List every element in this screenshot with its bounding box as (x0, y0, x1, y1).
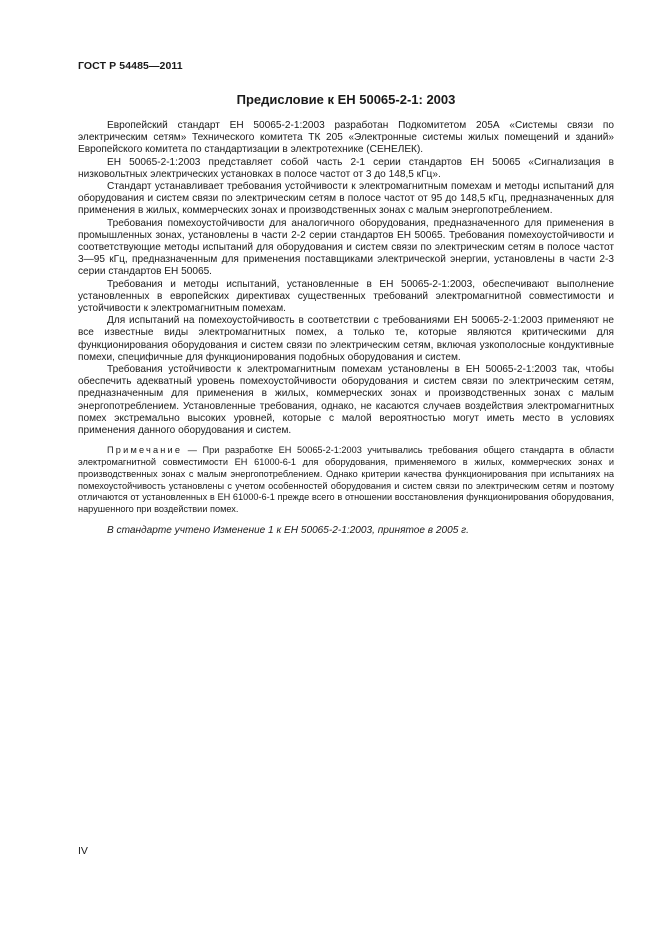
amendment-statement: В стандарте учтено Изменение 1 к ЕН 50065-2-1:2003, принятое в 2005 г. (107, 525, 469, 537)
preface-title: Предисловие к ЕН 50065-2-1: 2003 (236, 92, 456, 107)
standard-designation: ГОСТ Р 54485—2011 (78, 60, 183, 72)
paragraph: ЕН 50065-2-1:2003 представляет собой часть 2-1 серии стандартов ЕН 50065 «Сигнализация в низковольтных электрических установках в полосе частот от 3 до 148,5 кГц». (78, 156, 614, 180)
note-dash: — (187, 445, 197, 456)
paragraph: Европейский стандарт ЕН 50065-2-1:2003 разработан Подкомитетом 205А «Системы связи по электрическим сетям» Технического комитета ТК 205 «Электронные системы жилых помещений и зданий» Европейского комитета по стандартизации в электротехнике (СЕНЕЛЕК). (78, 120, 614, 156)
note-text: При разработке ЕН 50065-2-1:2003 учитывались требования общего стандарта в области электромагнитной совместимости ЕН 61000-6-1 для оборудования, применяемого в жилых, коммерческих зонах и производственных зонах с малым энергопотреблением. Однако критерии качества функционирования при испытаниях на помехоустойчивость установлены с учетом особенностей оборудования и систем связи по электрическим сетям и поэтому отличаются от установленных в ЕН 61000-6-1 прежде всего в отношении восстановления функционирования оборудования, нарушенного при воздействии помех. (78, 445, 614, 515)
preface-body (78, 120, 614, 537)
paragraph: Требования устойчивости к электромагнитным помехам установлены в ЕН 50065-2-1:2003 так, чтобы обеспечить адекватный уровень помехоустойчивости оборудования и систем связи по электрическим сетям, предназначенным для применения в жилых, коммерческих зонах и производственных зонах с малым энергопотреблением. Установленные требования, однако, не касаются случаев воздействия электромагнитных помех экстремально высоких уровней, которые с малой вероятностью могут иметь место в условиях применения данного оборудования и систем. (78, 364, 614, 437)
note-label: Примечание (107, 445, 183, 456)
paragraph: Требования и методы испытаний, установленные в ЕН 50065-2-1:2003, обеспечивают выполнение установленных в европейских директивах существенных требований электромагнитной совместимости и устойчивости к электромагнитным помехам. (78, 278, 614, 315)
paragraph: Для испытаний на помехоустойчивость в соответствии с требованиями ЕН 50065-2-1:2003 применяют не все известные виды электромагнитных помех, а только те, которые являются критическими для функционирования оборудования и систем связи по электрическим сетям, включая узкополосные кондуктивные помехи, специфичные для функционирования подобных оборудования и систем. (78, 315, 614, 363)
paragraph: Стандарт устанавливает требования устойчивости к электромагнитным помехам и методы испытаний для оборудования и систем связи по электрическим сетям в полосе частот от 95 до 148,5 кГц, предназначенных для применения в жилых, коммерческих зонах и производственных зонах с малым энергопотреблением. (78, 181, 614, 217)
paragraph: Требования помехоустойчивости для аналогичного оборудования, предназначенного для применения в промышленных зонах, установлены в части 2-2 серии стандартов ЕН 50065. Требования помехоустойчивости и соответствующие методы испытаний для оборудования и систем связи по электрическим сетям в полосе частот 3—95 кГц, предназначенным для применения поставщиками электрической энергии, установлены в части 2-3 серии стандартов ЕН 50065. (78, 217, 614, 278)
page-number: IV (78, 845, 88, 857)
note (78, 445, 614, 516)
